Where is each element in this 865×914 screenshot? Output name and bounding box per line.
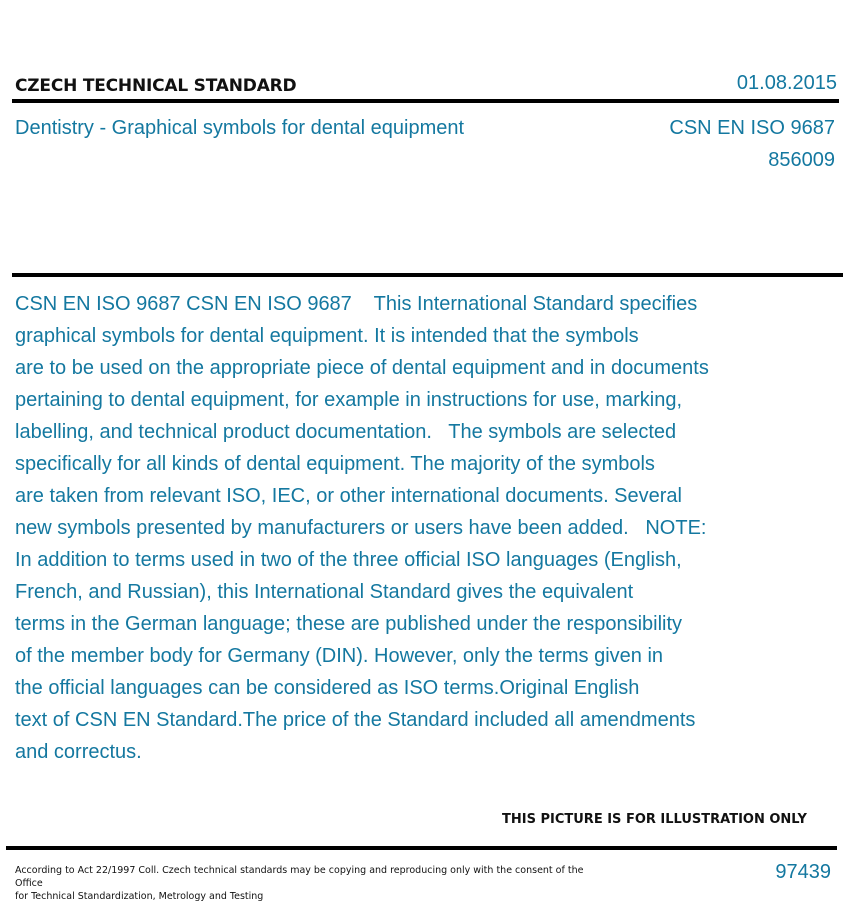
standard-description <box>15 288 775 768</box>
description-line: the official languages can be considered as ISO terms.Original English <box>15 677 640 699</box>
document-number: 97439 <box>775 861 831 883</box>
description-line: new symbols presented by manufacturers or users have been added. NOTE: <box>15 517 707 539</box>
description-line: graphical symbols for dental equipment. It is intended that the symbols <box>15 325 639 347</box>
standard-type-heading: CZECH TECHNICAL STANDARD <box>15 76 297 96</box>
body-divider <box>12 273 843 277</box>
description-line: pertaining to dental equipment, for example in instructions for use, marking, <box>15 389 683 411</box>
legal-notice <box>15 864 595 903</box>
description-line: text of CSN EN Standard.The price of the Standard included all amendments <box>15 709 696 731</box>
description-line: terms in the German language; these are published under the responsibility <box>15 613 683 635</box>
illustration-notice: THIS PICTURE IS FOR ILLUSTRATION ONLY <box>502 812 807 827</box>
footer-divider <box>6 846 837 850</box>
description-line: In addition to terms used in two of the three official ISO languages (English, <box>15 549 682 571</box>
description-line: French, and Russian), this International Standard gives the equivalent <box>15 581 634 603</box>
document-title: Dentistry - Graphical symbols for dental equipment <box>15 117 465 139</box>
description-line: specifically for all kinds of dental equipment. The majority of the symbols <box>15 453 655 475</box>
description-line: are to be used on the appropriate piece of dental equipment and in documents <box>15 357 709 379</box>
standard-code: CSN EN ISO 9687 <box>669 117 835 139</box>
description-line: of the member body for Germany (DIN). However, only the terms given in <box>15 645 664 667</box>
publication-date: 01.08.2015 <box>736 72 837 94</box>
header-divider <box>12 99 839 103</box>
description-line: and correctus. <box>15 741 142 763</box>
catalog-number: 856009 <box>768 149 835 171</box>
description-line: are taken from relevant ISO, IEC, or other international documents. Several <box>15 485 682 507</box>
legal-notice-line: According to Act 22/1997 Coll. Czech technical standards may be copying and reproducing only with the consent of the Office <box>15 865 584 889</box>
description-line: CSN EN ISO 9687 CSN EN ISO 9687 This International Standard specifies <box>15 293 698 315</box>
description-line: labelling, and technical product documentation. The symbols are selected <box>15 421 677 443</box>
legal-notice-line: for Technical Standardization, Metrology and Testing <box>15 891 264 902</box>
